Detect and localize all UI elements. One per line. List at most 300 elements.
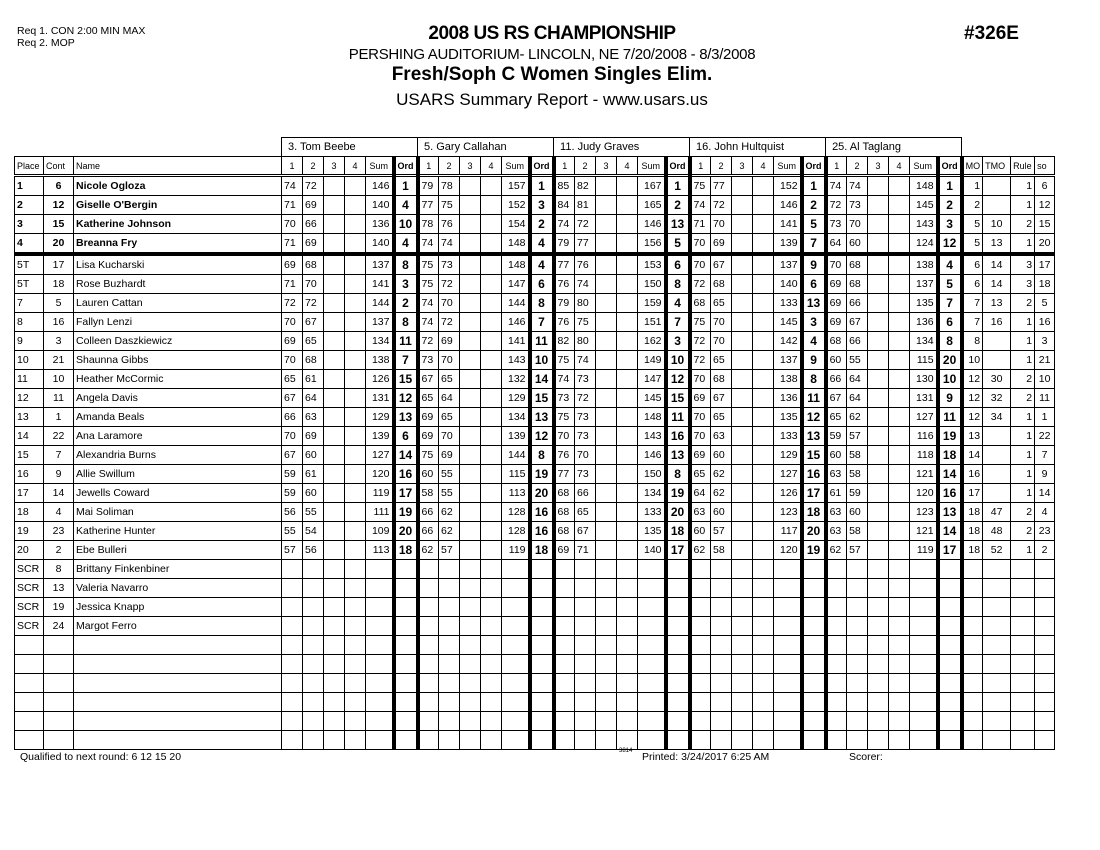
score-2 [711, 617, 732, 636]
score-1: 59 [282, 484, 303, 503]
score-3 [732, 484, 753, 503]
score-1: 67 [282, 446, 303, 465]
col-judge-2: 2 [439, 157, 460, 176]
score-4 [753, 332, 774, 351]
score-4 [345, 484, 366, 503]
total-majority-ordinal [983, 446, 1011, 465]
rule: 2 [1011, 522, 1035, 541]
score-3 [596, 427, 617, 446]
ordinal [802, 560, 826, 579]
score-1 [690, 579, 711, 598]
score-4 [345, 617, 366, 636]
place-cell: 4 [15, 234, 44, 255]
score-1 [282, 617, 303, 636]
ordinal: 7 [666, 313, 690, 332]
score-2: 56 [303, 541, 324, 560]
score-1: 75 [554, 351, 575, 370]
contestant-number [44, 693, 74, 712]
score-4 [753, 636, 774, 655]
score-3 [596, 465, 617, 484]
score-sum: 136 [366, 215, 394, 234]
score-4 [889, 389, 910, 408]
score-2: 67 [847, 313, 868, 332]
skate-order [1035, 598, 1055, 617]
score-sum: 135 [638, 522, 666, 541]
score-4 [753, 579, 774, 598]
score-2 [303, 617, 324, 636]
score-3 [460, 484, 481, 503]
score-sum: 121 [910, 465, 938, 484]
score-1: 59 [282, 465, 303, 484]
score-1: 69 [282, 332, 303, 351]
skate-order: 12 [1035, 196, 1055, 215]
rule [1011, 674, 1035, 693]
score-4 [345, 465, 366, 484]
score-3 [868, 560, 889, 579]
ordinal: 14 [938, 465, 962, 484]
score-2: 60 [303, 484, 324, 503]
score-sum [366, 636, 394, 655]
score-3 [732, 712, 753, 731]
score-2: 62 [711, 484, 732, 503]
ordinal: 2 [394, 294, 418, 313]
ordinal: 16 [530, 522, 554, 541]
result-row [15, 712, 1055, 731]
score-1: 68 [826, 332, 847, 351]
score-4 [617, 693, 638, 712]
ordinal [530, 579, 554, 598]
ordinal [530, 560, 554, 579]
score-3 [868, 234, 889, 255]
score-4 [481, 446, 502, 465]
score-3 [324, 693, 345, 712]
score-1: 70 [690, 254, 711, 275]
score-sum: 146 [774, 196, 802, 215]
place-cell [15, 693, 44, 712]
ordinal: 8 [666, 275, 690, 294]
result-row [15, 655, 1055, 674]
majority-ordinal: 18 [962, 503, 983, 522]
score-4 [617, 598, 638, 617]
ordinal [530, 674, 554, 693]
col-judge-ord: Ord [530, 157, 554, 176]
col-judge-ord: Ord [394, 157, 418, 176]
total-majority-ordinal [983, 655, 1011, 674]
score-2: 58 [847, 465, 868, 484]
score-3 [732, 176, 753, 196]
score-1 [826, 560, 847, 579]
rule [1011, 560, 1035, 579]
majority-ordinal: 2 [962, 196, 983, 215]
skate-order: 18 [1035, 275, 1055, 294]
ordinal: 6 [666, 254, 690, 275]
contestant-number [44, 655, 74, 674]
score-2: 62 [439, 522, 460, 541]
score-1: 72 [826, 196, 847, 215]
score-2: 69 [303, 427, 324, 446]
score-3 [596, 196, 617, 215]
score-2: 69 [303, 234, 324, 255]
place-cell: 17 [15, 484, 44, 503]
score-4 [753, 254, 774, 275]
score-3 [460, 234, 481, 255]
score-1: 66 [282, 408, 303, 427]
score-1: 62 [418, 541, 439, 560]
score-sum: 145 [910, 196, 938, 215]
score-4 [481, 408, 502, 427]
score-sum: 142 [774, 332, 802, 351]
score-sum: 137 [774, 254, 802, 275]
score-2 [303, 674, 324, 693]
score-3 [324, 294, 345, 313]
score-3 [868, 541, 889, 560]
score-1: 70 [690, 234, 711, 255]
score-sum: 123 [774, 503, 802, 522]
score-2 [847, 617, 868, 636]
score-sum: 119 [910, 541, 938, 560]
rule [1011, 655, 1035, 674]
score-3 [460, 332, 481, 351]
result-row [15, 254, 1055, 275]
score-2 [303, 712, 324, 731]
score-sum [638, 579, 666, 598]
place-cell: SCR [15, 579, 44, 598]
score-sum: 109 [366, 522, 394, 541]
result-row [15, 560, 1055, 579]
score-2: 72 [711, 196, 732, 215]
score-4 [481, 332, 502, 351]
score-sum: 118 [910, 446, 938, 465]
score-4 [481, 579, 502, 598]
skate-order: 17 [1035, 254, 1055, 275]
total-majority-ordinal [983, 176, 1011, 196]
ordinal: 11 [802, 389, 826, 408]
score-sum [774, 560, 802, 579]
score-sum: 167 [638, 176, 666, 196]
skate-order: 2 [1035, 541, 1055, 560]
score-sum [366, 674, 394, 693]
total-majority-ordinal [983, 674, 1011, 693]
ordinal [394, 579, 418, 598]
ordinal [530, 731, 554, 750]
score-1 [554, 693, 575, 712]
rule: 2 [1011, 294, 1035, 313]
skater-name: Mai Soliman [74, 503, 282, 522]
ordinal [802, 598, 826, 617]
score-3 [460, 465, 481, 484]
score-sum: 141 [774, 215, 802, 234]
majority-ordinal: 14 [962, 446, 983, 465]
rule: 1 [1011, 465, 1035, 484]
score-sum: 140 [366, 234, 394, 255]
col-judge-ord: Ord [802, 157, 826, 176]
score-sum [910, 674, 938, 693]
score-3 [732, 560, 753, 579]
results-table [14, 137, 1055, 750]
ordinal: 17 [802, 484, 826, 503]
score-1 [418, 674, 439, 693]
score-3 [596, 234, 617, 255]
score-sum: 136 [910, 313, 938, 332]
score-sum: 133 [774, 427, 802, 446]
skater-name: Katherine Johnson [74, 215, 282, 234]
ordinal [394, 655, 418, 674]
col-judge-1: 1 [282, 157, 303, 176]
score-2: 68 [711, 275, 732, 294]
contestant-number: 19 [44, 598, 74, 617]
score-2: 80 [575, 294, 596, 313]
score-2 [439, 655, 460, 674]
score-2: 57 [711, 522, 732, 541]
score-2: 72 [303, 294, 324, 313]
score-4 [481, 522, 502, 541]
rule: 1 [1011, 446, 1035, 465]
score-3 [324, 560, 345, 579]
ordinal: 6 [802, 275, 826, 294]
ordinal: 9 [802, 254, 826, 275]
score-4 [753, 389, 774, 408]
score-4 [481, 234, 502, 255]
col-name: Name [74, 157, 282, 176]
score-4 [345, 275, 366, 294]
skate-order: 23 [1035, 522, 1055, 541]
score-3 [460, 636, 481, 655]
score-1: 79 [418, 176, 439, 196]
score-3 [868, 389, 889, 408]
rule [1011, 693, 1035, 712]
score-3 [324, 427, 345, 446]
score-3 [868, 636, 889, 655]
score-1 [690, 617, 711, 636]
score-4 [617, 503, 638, 522]
contestant-number: 20 [44, 234, 74, 255]
score-4 [889, 196, 910, 215]
score-1 [282, 655, 303, 674]
score-1 [690, 731, 711, 750]
score-sum [502, 731, 530, 750]
score-2 [711, 560, 732, 579]
rule: 1 [1011, 408, 1035, 427]
place-cell: 11 [15, 370, 44, 389]
ordinal: 5 [938, 275, 962, 294]
skater-name: Jewells Coward [74, 484, 282, 503]
total-majority-ordinal [983, 465, 1011, 484]
score-2: 72 [575, 389, 596, 408]
score-3 [596, 541, 617, 560]
total-majority-ordinal [983, 484, 1011, 503]
score-sum: 129 [502, 389, 530, 408]
ordinal: 3 [666, 332, 690, 351]
score-3 [732, 370, 753, 389]
result-row [15, 731, 1055, 750]
score-sum: 137 [366, 254, 394, 275]
judge-name: 16. John Hultquist [690, 138, 826, 157]
score-sum: 126 [366, 370, 394, 389]
score-2: 57 [847, 541, 868, 560]
score-4 [889, 522, 910, 541]
score-sum [910, 636, 938, 655]
score-1 [554, 579, 575, 598]
rule: 2 [1011, 503, 1035, 522]
score-sum: 134 [502, 408, 530, 427]
ordinal: 8 [802, 370, 826, 389]
skater-name: Shaunna Gibbs [74, 351, 282, 370]
skater-name: Angela Davis [74, 389, 282, 408]
score-sum [910, 655, 938, 674]
ordinal [666, 712, 690, 731]
score-1: 60 [418, 465, 439, 484]
score-1: 73 [554, 389, 575, 408]
score-2: 63 [711, 427, 732, 446]
skater-name: Jessica Knapp [74, 598, 282, 617]
score-2: 65 [711, 351, 732, 370]
score-3 [324, 655, 345, 674]
score-4 [753, 617, 774, 636]
score-1: 60 [826, 446, 847, 465]
score-1: 68 [554, 522, 575, 541]
score-3 [732, 522, 753, 541]
score-2 [711, 731, 732, 750]
requirement-2: Req 2. MOP [17, 37, 75, 49]
score-sum: 132 [502, 370, 530, 389]
ordinal: 4 [530, 234, 554, 255]
score-1: 69 [826, 313, 847, 332]
score-4 [753, 196, 774, 215]
score-3 [868, 351, 889, 370]
total-majority-ordinal [983, 598, 1011, 617]
contestant-number: 15 [44, 215, 74, 234]
score-sum [638, 731, 666, 750]
skate-order [1035, 674, 1055, 693]
ordinal: 16 [394, 465, 418, 484]
score-3 [868, 427, 889, 446]
skate-order: 21 [1035, 351, 1055, 370]
score-2 [847, 655, 868, 674]
score-3 [732, 332, 753, 351]
score-3 [732, 465, 753, 484]
score-4 [617, 313, 638, 332]
score-sum: 138 [366, 351, 394, 370]
score-1: 75 [418, 446, 439, 465]
score-3 [868, 254, 889, 275]
col-judge-1: 1 [554, 157, 575, 176]
skater-name [74, 655, 282, 674]
ordinal: 13 [666, 446, 690, 465]
score-sum [774, 598, 802, 617]
qualified-list: Qualified to next round: 6 12 15 20 [20, 751, 182, 763]
score-4 [617, 465, 638, 484]
result-row [15, 196, 1055, 215]
skater-name: Breanna Fry [74, 234, 282, 255]
majority-ordinal: 5 [962, 215, 983, 234]
score-1 [690, 560, 711, 579]
ordinal [666, 636, 690, 655]
score-3 [324, 522, 345, 541]
score-4 [481, 254, 502, 275]
score-4 [889, 598, 910, 617]
score-4 [889, 446, 910, 465]
score-4 [481, 484, 502, 503]
contestant-number [44, 712, 74, 731]
score-3 [596, 332, 617, 351]
score-3 [868, 196, 889, 215]
score-sum: 146 [638, 446, 666, 465]
ordinal [666, 674, 690, 693]
score-3 [324, 370, 345, 389]
ordinal: 10 [530, 351, 554, 370]
score-3 [460, 503, 481, 522]
score-sum: 129 [774, 446, 802, 465]
score-1 [826, 655, 847, 674]
score-sum [502, 655, 530, 674]
majority-ordinal: 5 [962, 234, 983, 255]
score-2 [847, 693, 868, 712]
score-4 [617, 617, 638, 636]
score-2 [711, 636, 732, 655]
contestant-number: 23 [44, 522, 74, 541]
score-1 [554, 560, 575, 579]
score-2: 70 [303, 275, 324, 294]
score-sum: 133 [638, 503, 666, 522]
score-sum: 159 [638, 294, 666, 313]
ordinal: 17 [938, 541, 962, 560]
score-3 [324, 617, 345, 636]
score-1: 72 [690, 351, 711, 370]
score-2 [439, 579, 460, 598]
score-2: 68 [303, 351, 324, 370]
rule: 2 [1011, 370, 1035, 389]
score-2 [847, 674, 868, 693]
result-row [15, 332, 1055, 351]
score-1 [418, 560, 439, 579]
score-1 [826, 674, 847, 693]
score-sum: 154 [502, 215, 530, 234]
ordinal: 1 [666, 176, 690, 196]
score-2: 55 [439, 465, 460, 484]
score-1: 74 [554, 215, 575, 234]
score-4 [345, 636, 366, 655]
score-2: 65 [439, 408, 460, 427]
score-4 [889, 712, 910, 731]
total-majority-ordinal: 30 [983, 370, 1011, 389]
score-4 [889, 655, 910, 674]
score-4 [345, 389, 366, 408]
score-sum: 144 [502, 294, 530, 313]
score-4 [889, 617, 910, 636]
score-2: 65 [575, 503, 596, 522]
score-3 [868, 598, 889, 617]
score-2: 58 [847, 446, 868, 465]
result-row [15, 465, 1055, 484]
score-2: 74 [439, 234, 460, 255]
rule [1011, 731, 1035, 750]
score-3 [732, 579, 753, 598]
contestant-number: 21 [44, 351, 74, 370]
score-2 [439, 693, 460, 712]
score-1: 74 [826, 176, 847, 196]
score-2 [439, 617, 460, 636]
score-sum: 135 [774, 408, 802, 427]
ordinal [802, 579, 826, 598]
score-sum: 133 [774, 294, 802, 313]
score-2: 77 [575, 234, 596, 255]
rule [1011, 617, 1035, 636]
score-1: 76 [554, 275, 575, 294]
score-3 [324, 731, 345, 750]
score-4 [617, 484, 638, 503]
ordinal [666, 560, 690, 579]
ordinal: 5 [802, 215, 826, 234]
